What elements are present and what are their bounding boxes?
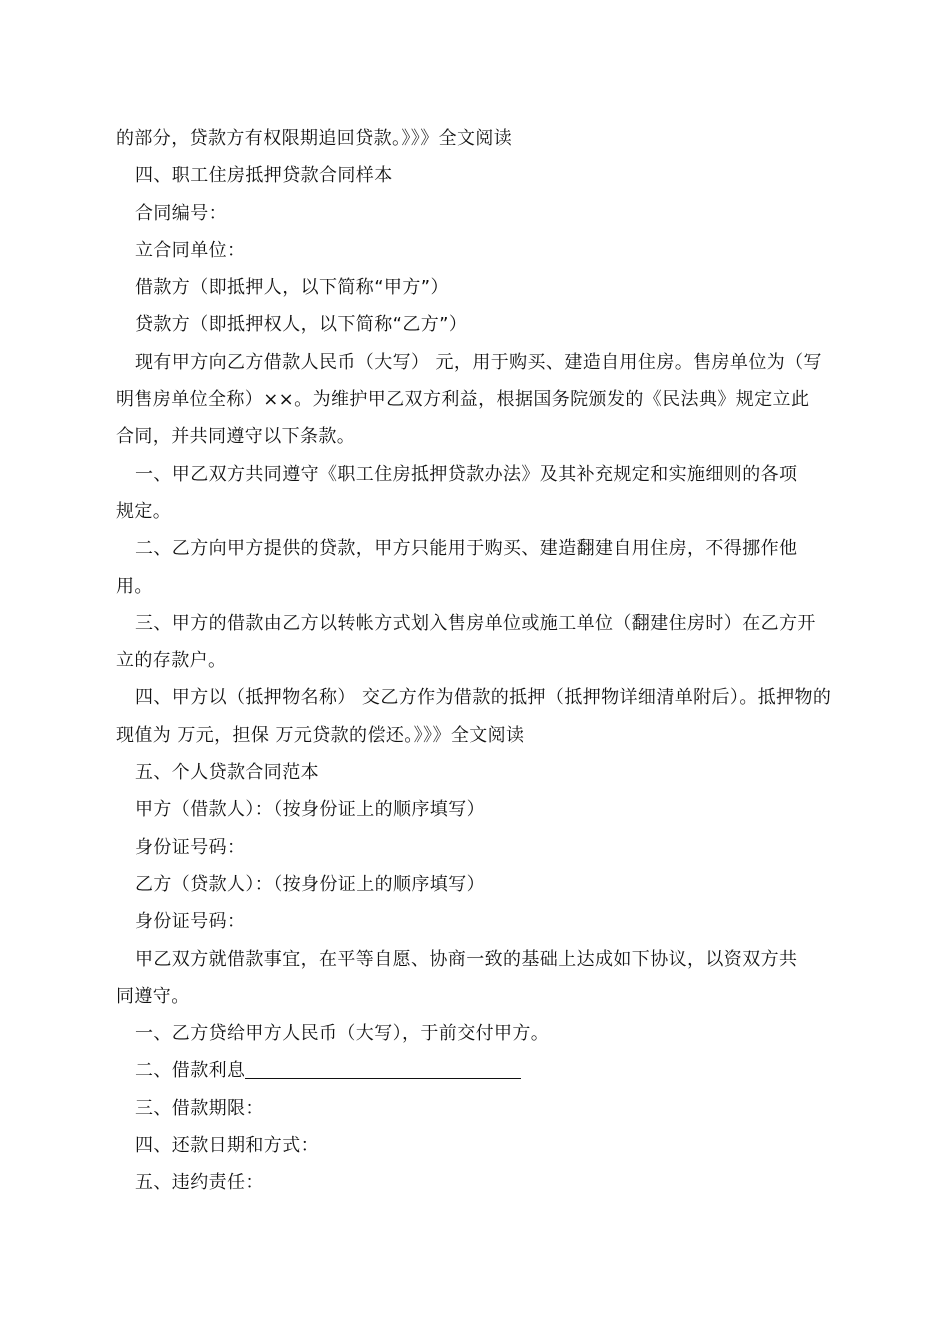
- text-line: 立合同单位：: [135, 239, 246, 261]
- text-line: 三、甲方的借款由乙方以转帐方式划入售房单位或施工单位（翻建住房时）在乙方开: [135, 612, 816, 634]
- text-line: 现有甲方向乙方借款人民币（大写） 元，用于购买、建造自用住房。售房单位为（写: [135, 351, 822, 373]
- text-line: 身份证号码：: [135, 836, 246, 858]
- text-line: 同遵守。: [116, 985, 190, 1007]
- text-line: 合同编号：: [135, 202, 227, 224]
- text-line: 甲乙双方就借款事宜，在平等自愿、协商一致的基础上达成如下协议，以资双方共: [135, 948, 798, 970]
- text-line: 一、乙方贷给甲方人民币（大写），于前交付甲方。: [135, 1023, 550, 1045]
- document-body: [116, 120, 836, 1202]
- section-heading: 四、职工住房抵押贷款合同样本: [135, 165, 393, 187]
- text-line: 的部分，贷款方有权限期追回贷款。》》》全文阅读: [116, 128, 513, 149]
- text-line: 贷款方（即抵押权人，以下简称“乙方”）: [135, 314, 468, 336]
- text-line: 二、乙方向甲方提供的贷款，甲方只能用于购买、建造翻建自用住房，不得挪作他: [135, 538, 798, 560]
- text-line: 身份证号码：: [135, 911, 246, 933]
- text-line: 明售房单位全称）××。为维护甲乙双方利益，根据国务院颁发的《民法典》规定立此: [116, 389, 810, 411]
- text-line: 四、还款日期和方式：: [135, 1135, 319, 1157]
- text-line: 乙方（贷款人）：（按身份证上的顺序填写）: [135, 873, 485, 895]
- text-line: 甲方（借款人）：（按身份证上的顺序填写）: [135, 799, 485, 821]
- fill-in-blank: [245, 1056, 521, 1079]
- text-line: 规定。: [116, 500, 172, 522]
- text-line: 三、借款期限：: [135, 1097, 264, 1119]
- text-line: 五、违约责任：: [135, 1172, 264, 1194]
- text-line: 一、甲乙双方共同遵守《职工住房抵押贷款办法》及其补充规定和实施细则的各项: [135, 463, 798, 485]
- text-line: [116, 1052, 836, 1089]
- text-line-label: 二、借款利息: [135, 1060, 246, 1082]
- text-line: 四、甲方以（抵押物名称） 交乙方作为借款的抵押（抵押物详细清单附后）。抵押物的: [135, 687, 832, 709]
- text-line: 借款方（即抵押人，以下简称“甲方”）: [135, 277, 449, 299]
- text-line: 立的存款户。: [116, 650, 227, 672]
- text-line: 合同，并共同遵守以下条款。: [116, 426, 356, 448]
- text-line: 用。: [116, 575, 153, 597]
- text-line: 现值为 万元，担保 万元贷款的偿还。》》》全文阅读: [116, 724, 525, 746]
- section-heading: 五、个人贷款合同范本: [135, 762, 319, 784]
